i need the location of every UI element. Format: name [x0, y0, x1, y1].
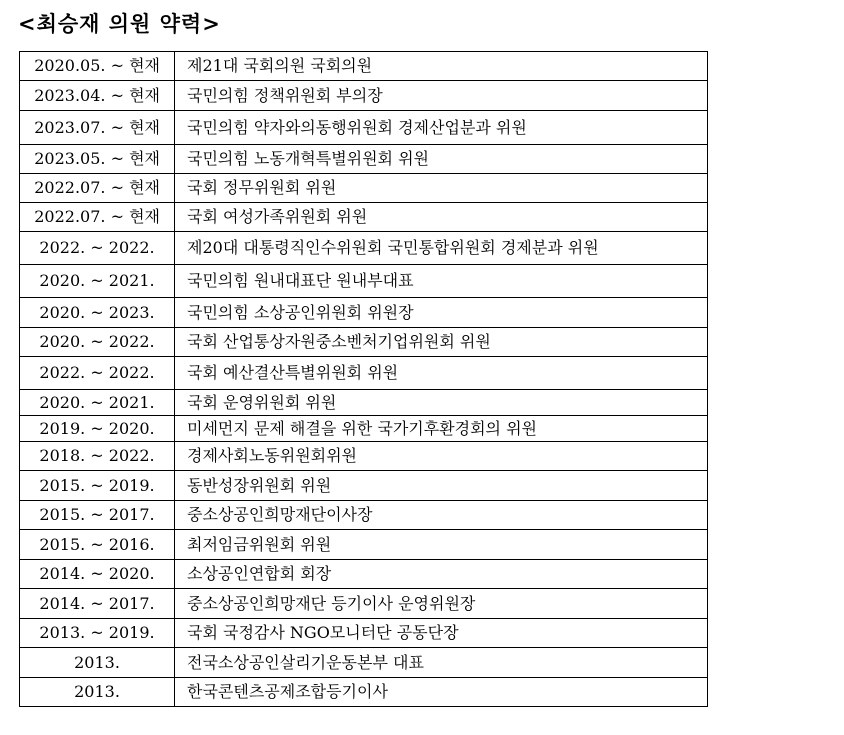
table-row — [20, 232, 708, 265]
period-cell: 2020.05. ~ 현재 — [20, 52, 175, 81]
table-row — [20, 265, 708, 298]
period-cell: 2022.07. ~ 현재 — [20, 203, 175, 232]
table-row — [20, 648, 708, 678]
description-cell: 동반성장위원회 위원 — [175, 471, 708, 501]
period-cell: 2015. ~ 2016. — [20, 530, 175, 560]
period-cell: 2020. ~ 2021. — [20, 390, 175, 416]
page-title: <최승재 의원 약력> — [18, 11, 221, 36]
period-cell: 2013. ~ 2019. — [20, 619, 175, 648]
description-cell: 국민의힘 노동개혁특별위원회 위원 — [175, 145, 708, 174]
description-cell: 중소상공인희망재단 등기이사 운영위원장 — [175, 589, 708, 619]
description-cell: 국민의힘 소상공인위원회 위원장 — [175, 298, 708, 328]
description-cell: 최저임금위원회 위원 — [175, 530, 708, 560]
table-row — [20, 328, 708, 357]
table-row — [20, 678, 708, 707]
period-cell: 2020. ~ 2021. — [20, 265, 175, 298]
period-cell: 2022.07. ~ 현재 — [20, 174, 175, 203]
description-cell: 경제사회노동위원회위원 — [175, 442, 708, 471]
table-row — [20, 589, 708, 619]
period-cell: 2015. ~ 2019. — [20, 471, 175, 501]
period-cell: 2013. — [20, 678, 175, 707]
period-cell: 2023.04. ~ 현재 — [20, 81, 175, 111]
period-cell: 2019. ~ 2020. — [20, 416, 175, 442]
period-cell: 2013. — [20, 648, 175, 678]
period-cell: 2022. ~ 2022. — [20, 232, 175, 265]
period-cell: 2020. ~ 2022. — [20, 328, 175, 357]
description-cell: 국회 국정감사 NGO모니터단 공동단장 — [175, 619, 708, 648]
period-cell: 2014. ~ 2020. — [20, 560, 175, 589]
description-cell: 한국콘텐츠공제조합등기이사 — [175, 678, 708, 707]
description-cell: 국민의힘 정책위원회 부의장 — [175, 81, 708, 111]
table-row — [20, 619, 708, 648]
description-cell: 국회 여성가족위원회 위원 — [175, 203, 708, 232]
table-row — [20, 111, 708, 145]
career-table — [19, 51, 708, 707]
table-row — [20, 390, 708, 416]
table-row — [20, 174, 708, 203]
table-row — [20, 530, 708, 560]
description-cell: 국회 산업통상자원중소벤처기업위원회 위원 — [175, 328, 708, 357]
period-cell: 2022. ~ 2022. — [20, 357, 175, 390]
period-cell: 2020. ~ 2023. — [20, 298, 175, 328]
table-row — [20, 81, 708, 111]
table-row — [20, 416, 708, 442]
table-row — [20, 501, 708, 530]
description-cell: 국민의힘 약자와의동행위원회 경제산업분과 위원 — [175, 111, 708, 145]
description-cell: 미세먼지 문제 해결을 위한 국가기후환경회의 위원 — [175, 416, 708, 442]
table-row — [20, 52, 708, 81]
description-cell: 국회 정무위원회 위원 — [175, 174, 708, 203]
description-cell: 국회 예산결산특별위원회 위원 — [175, 357, 708, 390]
description-cell: 소상공인연합회 회장 — [175, 560, 708, 589]
description-cell: 국민의힘 원내대표단 원내부대표 — [175, 265, 708, 298]
period-cell: 2023.05. ~ 현재 — [20, 145, 175, 174]
period-cell: 2014. ~ 2017. — [20, 589, 175, 619]
table-row — [20, 471, 708, 501]
description-cell: 국회 운영위원회 위원 — [175, 390, 708, 416]
description-cell: 전국소상공인살리기운동본부 대표 — [175, 648, 708, 678]
period-cell: 2023.07. ~ 현재 — [20, 111, 175, 145]
description-cell: 제20대 대통령직인수위원회 국민통합위원회 경제분과 위원 — [175, 232, 708, 265]
table-row — [20, 203, 708, 232]
table-row — [20, 442, 708, 471]
table-row — [20, 298, 708, 328]
description-cell: 중소상공인희망재단이사장 — [175, 501, 708, 530]
period-cell: 2015. ~ 2017. — [20, 501, 175, 530]
table-row — [20, 357, 708, 390]
period-cell: 2018. ~ 2022. — [20, 442, 175, 471]
table-row — [20, 145, 708, 174]
description-cell: 제21대 국회의원 국회의원 — [175, 52, 708, 81]
table-row — [20, 560, 708, 589]
